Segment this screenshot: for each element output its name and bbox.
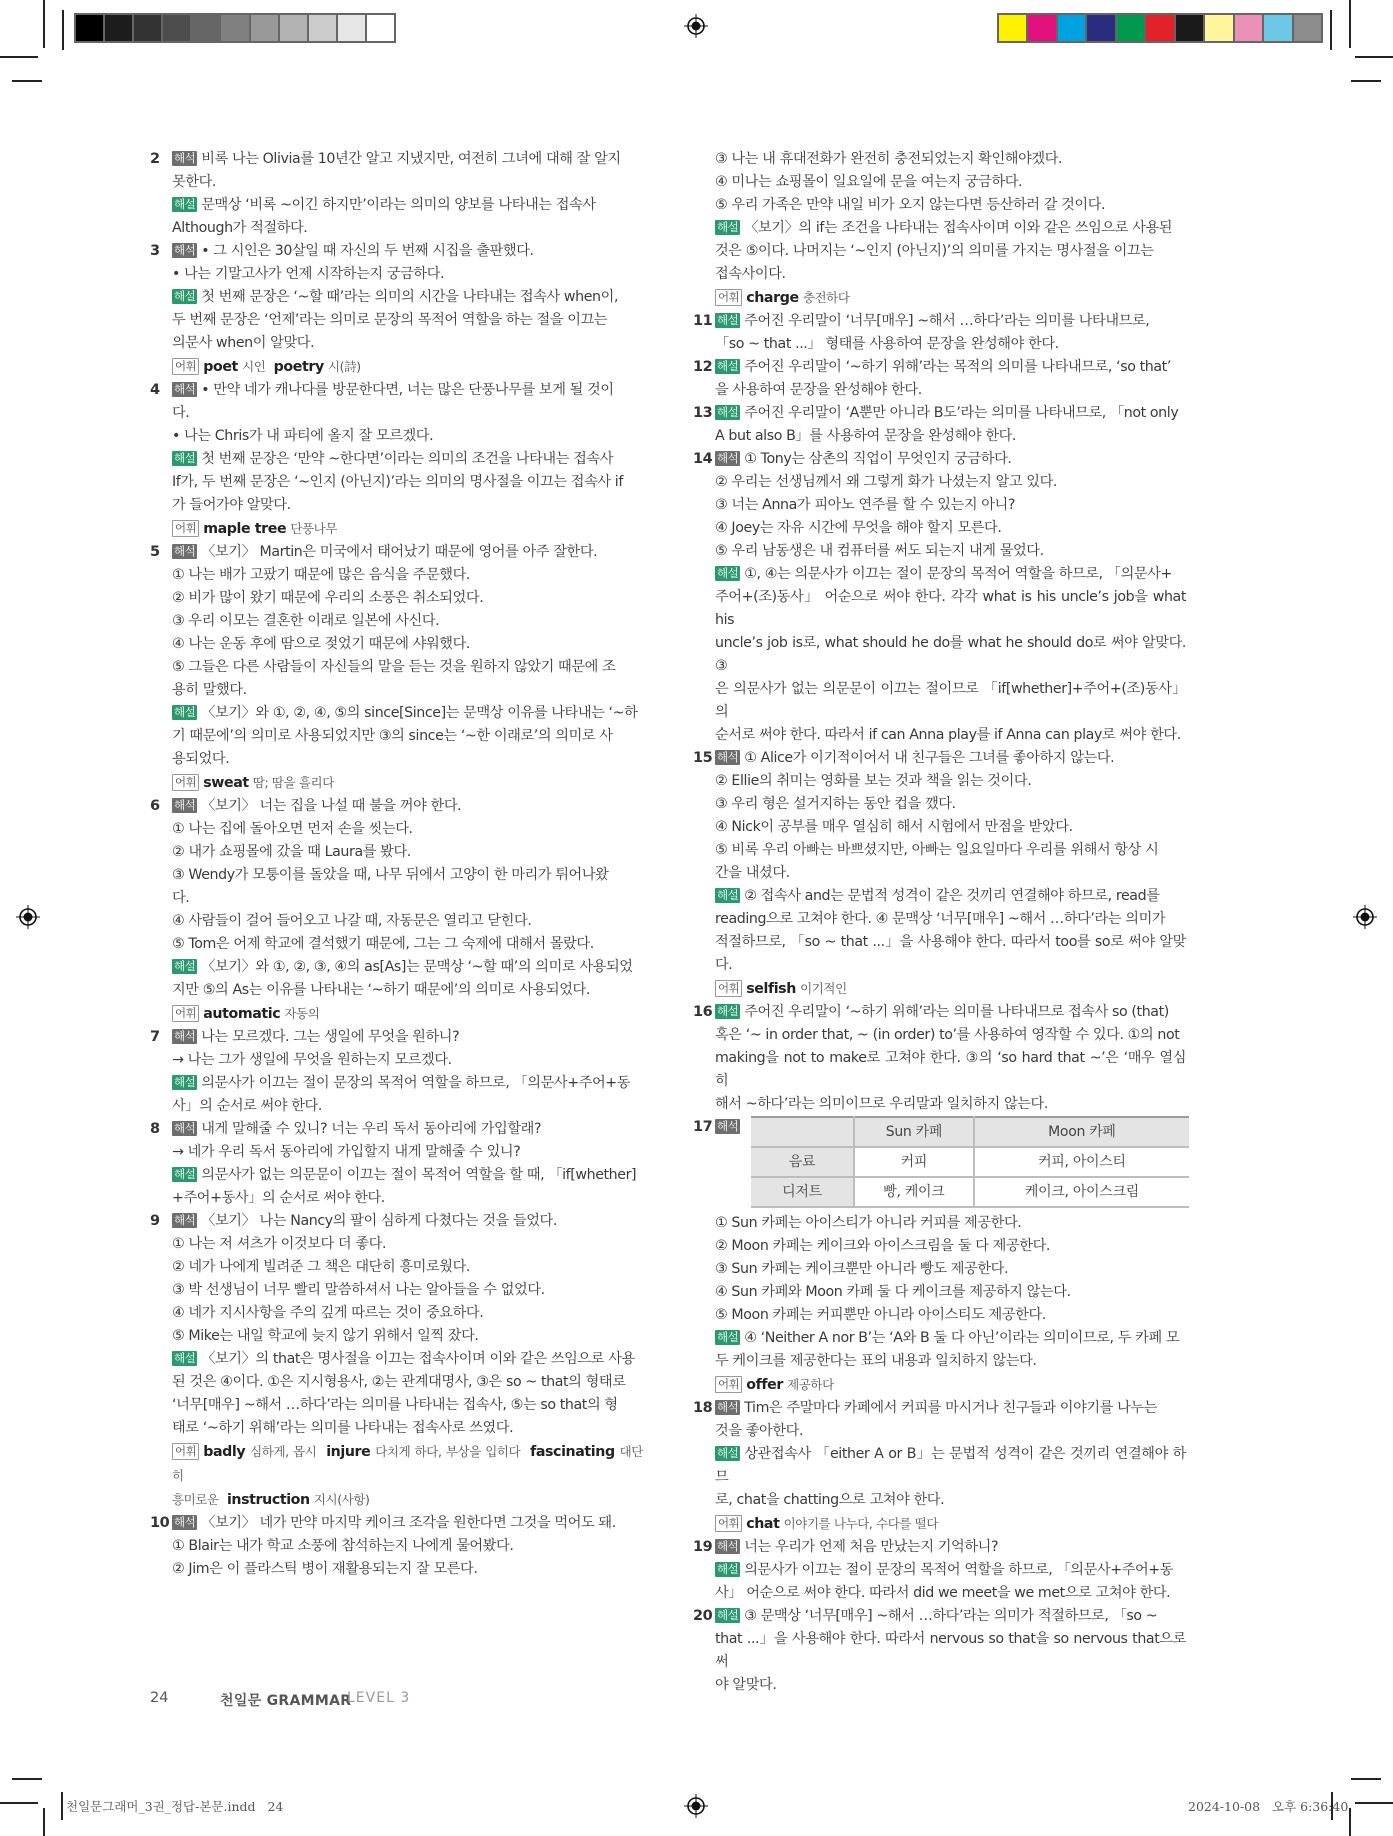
explanation-tag: 해설: [717, 405, 739, 419]
explanation-tag: 해설: [717, 220, 739, 234]
translation-line: → 나는 그가 생일에 무엇을 원하는지 모르겠다.: [172, 1052, 452, 1068]
translation-tag: 해석: [717, 1119, 739, 1133]
translation-line: ① 나는 배가 고팠기 때문에 많은 음식을 주문했다.: [172, 567, 470, 583]
table-row-header: 음료: [751, 1147, 854, 1177]
explanation-tag: 해설: [174, 289, 196, 303]
translation-line: ④ 네가 지시사항을 주의 깊게 따르는 것이 중요하다.: [172, 1305, 484, 1321]
explanation-line: 접속사이다.: [715, 266, 786, 282]
vocab-meaning: 단풍나무: [290, 521, 338, 536]
book-title: 천일문 GRAMMAR: [220, 1693, 352, 1709]
crop-mark: [1351, 80, 1381, 82]
grayscale-color-bar: [74, 13, 396, 43]
explanation-line: 해설 〈보기〉와 ①, ②, ④, ⑤의 since[Since]는 문맥상 이유를 나타내는 ‘~하: [174, 705, 638, 721]
question-16: [693, 1001, 1186, 1116]
translation-line: ③ 너는 Anna가 피아노 연주를 할 수 있는지 아니?: [715, 497, 1015, 513]
registration-mark-icon: [1353, 905, 1377, 929]
explanation-line: 해설 ①, ④는 의문사가 이끄는 절이 문장의 목적어 역할을 하므로, 「의문사+: [717, 566, 1172, 582]
question-4: [150, 379, 643, 541]
translation-line: ③ Wendy가 모퉁이를 돌았을 때, 나무 뒤에서 고양이 한 마리가 튀어나왔: [172, 867, 609, 883]
crop-mark: [1349, 0, 1351, 48]
translation-line: ② 비가 많이 왔기 때문에 우리의 소풍은 취소되었다.: [172, 590, 484, 606]
question-number: 11: [693, 313, 713, 329]
color-swatch: [251, 15, 280, 41]
color-swatch: [1087, 15, 1116, 41]
table-row-header: 디저트: [751, 1177, 854, 1207]
question-number: 19: [693, 1539, 713, 1555]
vocab-tag: 어휘: [172, 358, 199, 375]
explanation-line: 해설 ③ 문맥상 ‘너무[매우] ~해서 …하다’라는 의미가 적절하므로, 「so ~: [717, 1608, 1158, 1624]
slug-timestamp: 2024-10-08 오후 6:36:40: [1188, 1799, 1349, 1814]
explanation-line: 사」의 순서로 써야 한다.: [172, 1098, 322, 1114]
translation-tag: 해석: [174, 1213, 196, 1227]
translation-line: ⑤ Moon 카페는 커피뿐만 아니라 아이스티도 제공한다.: [715, 1307, 1046, 1323]
question-cont: [693, 148, 1186, 310]
translation-tag: 해석: [717, 1539, 739, 1553]
question-12: [693, 356, 1186, 402]
translation-line: 해석 〈보기〉 Martin은 미국에서 태어났기 때문에 영어를 아주 잘한다.: [174, 544, 598, 560]
question-19: [693, 1536, 1186, 1605]
explanation-line: 해설 의문사가 이끄는 절이 문장의 목적어 역할을 하므로, 「의문사+주어+동: [174, 1075, 631, 1091]
vocab-meaning: 다치게 하다, 부상을 입히다: [375, 1444, 521, 1459]
translation-line: 해석 내게 말해줄 수 있니? 너는 우리 독서 동아리에 가입할래?: [174, 1121, 542, 1137]
translation-line: 해석 비록 나는 Olivia를 10년간 알고 지냈지만, 여전히 그녀에 대해 잘 알지: [174, 151, 621, 167]
explanation-line: 것은 ⑤이다. 나머지는 ‘~인지 (아닌지)’의 의미를 가지는 명사절을 이끄는: [715, 243, 1154, 259]
translation-line: ③ Sun 카페는 케이크뿐만 아니라 빵도 제공한다.: [715, 1261, 1009, 1277]
explanation-line: 야 알맞다.: [715, 1677, 777, 1693]
explanation-line: 해설 첫 번째 문장은 ‘~할 때’라는 의미의 시간을 나타내는 접속사 when이,: [174, 289, 619, 305]
translation-line: 해석 Tim은 주말마다 카페에서 커피를 마시거나 친구들과 이야기를 나누는: [717, 1400, 1158, 1416]
vocab-meaning: 시(詩): [327, 359, 361, 374]
question-number: 5: [150, 544, 160, 560]
slug-filename: 천일문그래머_3권_정답-본문.indd 24: [66, 1799, 284, 1814]
page-number: 24: [150, 1690, 169, 1706]
explanation-line: 적절하므로, 「so ~ that ...」을 사용해야 한다. 따라서 too를 so로 써야 알맞다.: [715, 934, 1186, 973]
explanation-tag: 해설: [717, 1004, 739, 1018]
question-number: 12: [693, 359, 713, 375]
translation-tag: 해석: [174, 382, 196, 396]
vocab-line: [172, 517, 643, 541]
vocab-word: automatic: [203, 1006, 281, 1022]
question-20: [693, 1605, 1186, 1697]
vocab-line: [172, 1002, 643, 1026]
explanation-tag: 해설: [174, 1167, 196, 1181]
color-swatch: [1205, 15, 1234, 41]
table-header-cell: [751, 1117, 854, 1147]
table-cell: 케이크, 아이스크림: [974, 1177, 1189, 1207]
color-swatch: [105, 15, 134, 41]
explanation-line: 두 번째 문장은 ‘언제’라는 의미로 문장의 목적어 역할을 하는 절을 이끄는: [172, 312, 608, 328]
registration-mark-icon: [684, 14, 708, 38]
explanation-line: 해설 문맥상 ‘비록 ~이긴 하지만’이라는 의미의 양보를 나타내는 접속사: [174, 197, 596, 213]
translation-line: 해석 • 만약 네가 캐나다를 방문한다면, 너는 많은 단풍나무를 보게 될 것이: [174, 382, 614, 398]
translation-line: ⑤ 그들은 다른 사람들이 자신들의 말을 듣는 것을 원하지 않았기 때문에 조: [172, 659, 616, 675]
explanation-tag: 해설: [174, 197, 196, 211]
cafe-comparison-table: [751, 1116, 1189, 1208]
vocab-word: charge: [746, 290, 799, 306]
explanation-line: +주어+동사」의 순서로 써야 한다.: [172, 1190, 385, 1206]
translation-tag: 해석: [717, 1400, 739, 1414]
registration-mark-icon: [16, 905, 40, 929]
vocab-tag: 어휘: [715, 980, 742, 997]
crop-mark: [0, 56, 38, 58]
question-13: [693, 402, 1186, 448]
translation-line: ⑤ 우리 가족은 만약 내일 비가 오지 않는다면 등산하러 갈 것이다.: [715, 197, 1106, 213]
translation-line: 해석 나는 모르겠다. 그는 생일에 무엇을 원하니?: [174, 1029, 460, 1045]
vocab-line: [715, 286, 1186, 310]
translation-tag: 해석: [717, 750, 739, 764]
translation-line: ② Ellie의 취미는 영화를 보는 것과 책을 읽는 것이다.: [715, 773, 1032, 789]
vocab-tag: 어휘: [715, 1376, 742, 1393]
translation-line: 다.: [172, 405, 190, 421]
vocab-meaning: 이야기를 나누다, 수다를 떨다: [783, 1516, 939, 1531]
crop-mark: [12, 80, 42, 82]
explanation-line: 주어+(조)동사」 어순으로 써야 한다. 각각 what is his uncle’s job을 what his: [715, 589, 1186, 628]
question-8: [150, 1118, 643, 1210]
translation-line: • 나는 Chris가 내 파티에 올지 잘 모르겠다.: [172, 428, 434, 444]
vocab-meaning: 흥미로운: [172, 1492, 219, 1507]
explanation-line: 해설 〈보기〉의 if는 조건을 나타내는 접속사이며 이와 같은 쓰임으로 사용된: [717, 220, 1173, 236]
vocab-word: injure: [326, 1444, 371, 1460]
explanation-line: 가 들어가야 알맞다.: [172, 497, 291, 513]
explanation-line: 해설 첫 번째 문장은 ‘만약 ~한다면’이라는 의미의 조건을 나타내는 접속사: [174, 451, 614, 467]
explanation-line: 해설 ② 접속사 and는 문법적 성격이 같은 것끼리 연결해야 하므로, read를: [717, 888, 1160, 904]
question-11: [693, 310, 1186, 356]
explanation-line: A but also B」를 사용하여 문장을 완성해야 한다.: [715, 428, 1017, 444]
translation-line: ① 나는 집에 돌아오면 먼저 손을 씻는다.: [172, 821, 413, 837]
question-number: 16: [693, 1004, 713, 1020]
vocab-word: poet: [203, 359, 238, 375]
question-9: [150, 1210, 643, 1512]
explanation-line: 혹은 ‘~ in order that, ~ (in order) to’를 사용하여 영작할 수 있다. ①의 not: [715, 1027, 1180, 1043]
explanation-line: 기 때문에’의 의미로 사용되었지만 ③의 since는 ‘~한 이래로’의 의미로 사: [172, 728, 613, 744]
translation-line: 것을 좋아한다.: [715, 1423, 804, 1439]
question-18: [693, 1397, 1186, 1536]
translation-tag: 해석: [174, 798, 196, 812]
explanation-line: 은 의문사가 없는 의문문이 이끄는 절이므로 「if[whether]+주어+(조)동사」의: [715, 681, 1186, 720]
translation-line: ④ 나는 운동 후에 땀으로 젖었기 때문에 샤워했다.: [172, 636, 470, 652]
vocab-tag: 어휘: [172, 1005, 199, 1022]
color-swatch: [1058, 15, 1087, 41]
translation-line: ② 네가 나에게 빌려준 그 책은 대단히 흥미로웠다.: [172, 1259, 470, 1275]
crop-mark: [43, 0, 45, 48]
color-swatch: [999, 15, 1028, 41]
translation-line: 해석 너는 우리가 언제 처음 만났는지 기억하니?: [717, 1539, 999, 1555]
vocab-line: [715, 1373, 1186, 1397]
translation-line: 해석 ① Alice가 이기적이어서 내 친구들은 그녀를 좋아하지 않는다.: [717, 750, 1115, 766]
vocab-line: [172, 1440, 643, 1488]
translation-line: ⑤ Tom은 어제 학교에 결석했기 때문에, 그는 그 숙제에 대해서 몰랐다.: [172, 936, 594, 952]
translation-line: ② 내가 쇼핑몰에 갔을 때 Laura를 봤다.: [172, 844, 411, 860]
translation-line: ② 우리는 선생님께서 왜 그렇게 화가 나셨는지 알고 있다.: [715, 474, 1058, 490]
color-swatch: [221, 15, 250, 41]
translation-line: 해석 ① Tony는 삼촌의 직업이 무엇인지 궁금하다.: [717, 451, 1012, 467]
translation-line: 간을 내셨다.: [715, 865, 790, 881]
question-10: [150, 1512, 643, 1581]
explanation-tag: 해설: [174, 1075, 196, 1089]
vocab-word: offer: [746, 1377, 783, 1393]
question-17: [693, 1116, 1186, 1397]
answer-column-right: [693, 148, 1186, 1697]
question-number: 4: [150, 382, 160, 398]
process-color-bar: [997, 13, 1323, 43]
vocab-tag: 어휘: [172, 1443, 199, 1460]
vocab-meaning: 땀; 땀을 흘리다: [252, 775, 334, 790]
translation-line: 해석 〈보기〉 네가 만약 마지막 케이크 조각을 원한다면 그것을 먹어도 돼.: [174, 1515, 616, 1531]
translation-line: ③ 박 선생님이 너무 빨리 말씀하셔서 나는 알아들을 수 없었다.: [172, 1282, 545, 1298]
vocab-meaning: 자동의: [284, 1006, 320, 1021]
registration-mark-icon: [684, 1794, 708, 1818]
question-14: [693, 448, 1186, 747]
translation-line: → 네가 우리 독서 동아리에 가입할지 내게 말해줄 수 있니?: [172, 1144, 521, 1160]
color-swatch: [163, 15, 192, 41]
explanation-line: 용되었다.: [172, 751, 230, 767]
vocab-word: selfish: [746, 981, 796, 997]
vocab-meaning: 제공하다: [787, 1377, 834, 1392]
crop-mark: [0, 1802, 38, 1804]
explanation-line: 해설 주어진 우리말이 ‘~하기 위해’라는 목적의 의미를 나타내므로, ‘so that’: [717, 359, 1171, 375]
translation-line: ① 나는 저 셔츠가 이것보다 더 좋다.: [172, 1236, 387, 1252]
crop-mark: [1355, 56, 1393, 58]
crop-mark: [62, 10, 64, 50]
explanation-tag: 해설: [174, 959, 196, 973]
explanation-line: 해설 상관접속사 「either A or B」는 문법적 성격이 같은 것끼리 연결해야 하므: [715, 1446, 1186, 1485]
explanation-line: 순서로 써야 한다. 따라서 if can Anna play를 if Anna can play로 써야 한다.: [715, 727, 1181, 743]
translation-line: 해석 • 그 시인은 30살일 때 자신의 두 번째 시집을 출판했다.: [174, 243, 534, 259]
translation-line: ② Jim은 이 플라스틱 병이 재활용되는지 잘 모른다.: [172, 1561, 478, 1577]
color-swatch: [1294, 15, 1321, 41]
translation-line: 용히 말했다.: [172, 682, 247, 698]
question-15: [693, 747, 1186, 1001]
table-header-cell: Moon 카페: [974, 1117, 1189, 1147]
question-number: 18: [693, 1400, 713, 1416]
translation-line: 해석 〈보기〉 너는 집을 나설 때 불을 꺼야 한다.: [174, 798, 462, 814]
explanation-line: 「so ~ that ...」 형태를 사용하여 문장을 완성해야 한다.: [715, 336, 1059, 352]
vocab-line: [172, 1488, 643, 1512]
explanation-line: 해서 ~하다’라는 의미이므로 우리말과 일치하지 않는다.: [715, 1096, 1048, 1112]
explanation-line: 을 사용하여 문장을 완성해야 한다.: [715, 382, 922, 398]
explanation-line: 사」 어순으로 써야 한다. 따라서 did we meet을 we met으로 고쳐야 한다.: [715, 1585, 1171, 1601]
question-number: 7: [150, 1029, 160, 1045]
explanation-line: 해설 주어진 우리말이 ‘~하기 위해’라는 의미를 나타내므로 접속사 so (that): [717, 1004, 1169, 1020]
translation-line: 못한다.: [172, 174, 217, 190]
color-swatch: [1176, 15, 1205, 41]
explanation-tag: 해설: [717, 888, 739, 902]
vocab-line: [172, 771, 643, 795]
vocab-word: badly: [203, 1444, 246, 1460]
vocab-line: [172, 355, 643, 379]
translation-line: ⑤ 비록 우리 아빠는 바쁘셨지만, 아빠는 일요일마다 우리를 위해서 항상 시: [715, 842, 1159, 858]
explanation-tag: 해설: [717, 1562, 739, 1576]
vocab-word: maple tree: [203, 521, 287, 537]
vocab-line: [715, 1512, 1186, 1536]
translation-tag: 해석: [174, 1121, 196, 1135]
explanation-tag: 해설: [717, 566, 739, 580]
question-2: [150, 148, 643, 240]
translation-line: ① Sun 카페는 아이스티가 아니라 커피를 제공한다.: [715, 1215, 1022, 1231]
translation-line: ④ Joey는 자유 시간에 무엇을 해야 할지 모른다.: [715, 520, 1002, 536]
translation-tag: 해석: [174, 1515, 196, 1529]
explanation-line: 두 케이크를 제공한다는 표의 내용과 일치하지 않는다.: [715, 1353, 1037, 1369]
color-swatch: [134, 15, 163, 41]
explanation-line: 해설 〈보기〉의 that은 명사절을 이끄는 접속사이며 이와 같은 쓰임으로 사용: [174, 1351, 635, 1367]
question-number: 20: [693, 1608, 713, 1624]
explanation-tag: 해설: [717, 359, 739, 373]
book-level: LEVEL 3: [347, 1690, 411, 1706]
explanation-tag: 해설: [717, 1446, 739, 1460]
vocab-word: instruction: [226, 1492, 310, 1508]
question-number: 14: [693, 451, 713, 467]
vocab-meaning: 충전하다: [802, 290, 850, 305]
question-number: 8: [150, 1121, 160, 1137]
explanation-line: 해설 의문사가 없는 의문문이 이끄는 절이 목적어 역할을 할 때, 「if[whether]: [174, 1167, 637, 1183]
explanation-tag: 해설: [174, 451, 196, 465]
color-swatch: [1028, 15, 1057, 41]
crop-mark: [1351, 1778, 1381, 1780]
explanation-line: 해설 의문사가 이끄는 절이 문장의 목적어 역할을 하므로, 「의문사+주어+동: [717, 1562, 1174, 1578]
vocab-tag: 어휘: [172, 520, 199, 537]
vocab-meaning: 지시(사항): [313, 1492, 370, 1507]
explanation-line: making을 not to make로 고쳐야 한다. ③의 ‘so hard that ~’은 ‘매우 열심히: [715, 1050, 1186, 1089]
explanation-line: If가, 두 번째 문장은 ‘~인지 (아닌지)’라는 의미의 명사절을 이끄는 접속사 if: [172, 474, 623, 490]
translation-tag: 해석: [174, 1029, 196, 1043]
vocab-word: poetry: [273, 359, 324, 375]
vocab-word: chat: [746, 1516, 780, 1532]
color-swatch: [192, 15, 221, 41]
explanation-line: 태로 ‘~하기 위해’라는 의미를 나타내는 접속사로 쓰였다.: [172, 1420, 514, 1436]
translation-line: ⑤ Mike는 내일 학교에 늦지 않기 위해서 일찍 잤다.: [172, 1328, 479, 1344]
translation-line: ④ Nick이 공부를 매우 열심히 해서 시험에서 만점을 받았다.: [715, 819, 1073, 835]
color-swatch: [76, 15, 105, 41]
table-cell: 커피: [854, 1147, 974, 1177]
color-swatch: [309, 15, 338, 41]
vocab-word: sweat: [203, 775, 249, 791]
table-row: [751, 1147, 1189, 1177]
vocab-line: [715, 977, 1186, 1001]
crop-mark: [12, 1778, 42, 1780]
explanation-tag: 해설: [717, 1330, 739, 1344]
translation-line: ⑤ 우리 남동생은 내 컴퓨터를 써도 되는지 내게 물었다.: [715, 543, 1044, 559]
color-swatch: [1117, 15, 1146, 41]
explanation-line: 지만 ⑤의 As는 이유를 나타내는 ‘~하기 때문에’의 의미로 사용되었다.: [172, 982, 590, 998]
explanation-line: that ...」을 사용해야 한다. 따라서 nervous so that을 so nervous that으로 써: [715, 1631, 1186, 1670]
table-cell: 커피, 아이스티: [974, 1147, 1189, 1177]
color-swatch: [1146, 15, 1175, 41]
explanation-tag: 해설: [717, 1608, 739, 1622]
explanation-tag: 해설: [174, 1351, 196, 1365]
answer-column-left: [150, 148, 643, 1581]
vocab-tag: 어휘: [715, 289, 742, 306]
question-number: 15: [693, 750, 713, 766]
explanation-tag: 해설: [174, 705, 196, 719]
table-header-cell: Sun 카페: [854, 1117, 974, 1147]
question-number: 9: [150, 1213, 160, 1229]
vocab-meaning: 이기적인: [800, 981, 847, 996]
table-header-row: [751, 1117, 1189, 1147]
translation-line: ② Moon 카페는 케이크와 아이스크림을 둘 다 제공한다.: [715, 1238, 1050, 1254]
explanation-line: 해설 ④ ‘Neither A nor B’는 ‘A와 B 둘 다 아닌’이라는 의미이므로, 두 카페 모: [717, 1330, 1180, 1346]
table-wrap: [715, 1116, 1186, 1208]
vocab-tag: 어휘: [715, 1515, 742, 1532]
question-number: 17: [693, 1119, 713, 1135]
translation-line: • 나는 기말고사가 언제 시작하는지 궁금하다.: [172, 266, 445, 282]
question-number: 13: [693, 405, 713, 421]
translation-line: ④ 사람들이 걸어 들어오고 나갈 때, 자동문은 열리고 닫힌다.: [172, 913, 532, 929]
question-number: 6: [150, 798, 160, 814]
question-number: 2: [150, 151, 160, 167]
explanation-line: 해설 주어진 우리말이 ‘A뿐만 아니라 B도’라는 의미를 나타내므로, 「not only: [717, 405, 1179, 421]
crop-mark: [43, 1808, 45, 1836]
explanation-line: 로, chat을 chatting으로 고쳐야 한다.: [715, 1492, 945, 1508]
question-7: [150, 1026, 643, 1118]
table-label-line: [715, 1116, 744, 1139]
question-number: 3: [150, 243, 160, 259]
vocab-meaning: 시인: [242, 359, 266, 374]
translation-tag: 해석: [174, 544, 196, 558]
crop-mark: [1355, 1802, 1393, 1804]
translation-line: ④ Sun 카페와 Moon 카페 둘 다 케이크를 제공하지 않는다.: [715, 1284, 1071, 1300]
explanation-line: 해설 〈보기〉와 ①, ②, ③, ④의 as[As]는 문맥상 ‘~할 때’의 의미로 사용되었: [174, 959, 633, 975]
color-swatch: [1235, 15, 1264, 41]
translation-tag: 해석: [174, 243, 196, 257]
translation-line: 해석 〈보기〉 나는 Nancy의 팔이 심하게 다쳤다는 것을 들었다.: [174, 1213, 557, 1229]
explanation-line: reading으로 고쳐야 한다. ④ 문맥상 ‘너무[매우] ~해서 …하다’라는 의미가: [715, 911, 1166, 927]
explanation-line: Although가 적절하다.: [172, 220, 308, 236]
vocab-tag: 어휘: [172, 774, 199, 791]
vocab-meaning: 심하게, 몹시: [250, 1444, 317, 1459]
color-swatch: [280, 15, 309, 41]
question-5: [150, 541, 643, 795]
explanation-line: 해설 주어진 우리말이 ‘너무[매우] ~해서 …하다’라는 의미를 나타내므로,: [717, 313, 1150, 329]
color-swatch: [1264, 15, 1293, 41]
question-3: [150, 240, 643, 379]
table-cell: 빵, 케이크: [854, 1177, 974, 1207]
color-swatch: [367, 15, 394, 41]
crop-mark: [1349, 1808, 1351, 1836]
vocab-word: fascinating: [530, 1444, 615, 1460]
translation-line: ③ 우리 형은 설거지하는 동안 컵을 깼다.: [715, 796, 956, 812]
translation-line: ③ 나는 내 휴대전화가 완전히 충전되었는지 확인해야겠다.: [715, 151, 1063, 167]
translation-tag: 해석: [717, 451, 739, 465]
crop-mark: [61, 1792, 63, 1820]
question-6: [150, 795, 643, 1026]
explanation-line: ‘너무[매우] ~해서 …하다’라는 의미를 나타내는 접속사, ⑤는 so that의 형: [172, 1397, 618, 1413]
translation-line: ③ 우리 이모는 결혼한 이래로 일본에 사신다.: [172, 613, 440, 629]
table-row: [751, 1177, 1189, 1207]
question-number: 10: [150, 1515, 170, 1531]
vocab-meaning: 대단히: [172, 1444, 643, 1483]
explanation-line: 된 것은 ④이다. ①은 지시형용사, ②는 관계대명사, ③은 so ~ that의 형태로: [172, 1374, 626, 1390]
explanation-line: uncle’s job is로, what should he do를 what he should do로 써야 알맞다. ③: [715, 635, 1186, 674]
explanation-line: 의문사 when이 알맞다.: [172, 335, 315, 351]
translation-line: ① Blair는 내가 학교 소풍에 참석하는지 나에게 물어봤다.: [172, 1538, 514, 1554]
color-swatch: [338, 15, 367, 41]
translation-line: 다.: [172, 890, 190, 906]
explanation-tag: 해설: [717, 313, 739, 327]
translation-tag: 해석: [174, 151, 196, 165]
crop-mark: [1330, 10, 1332, 50]
translation-line: ④ 미나는 쇼핑몰이 일요일에 문을 여는지 궁금하다.: [715, 174, 1023, 190]
